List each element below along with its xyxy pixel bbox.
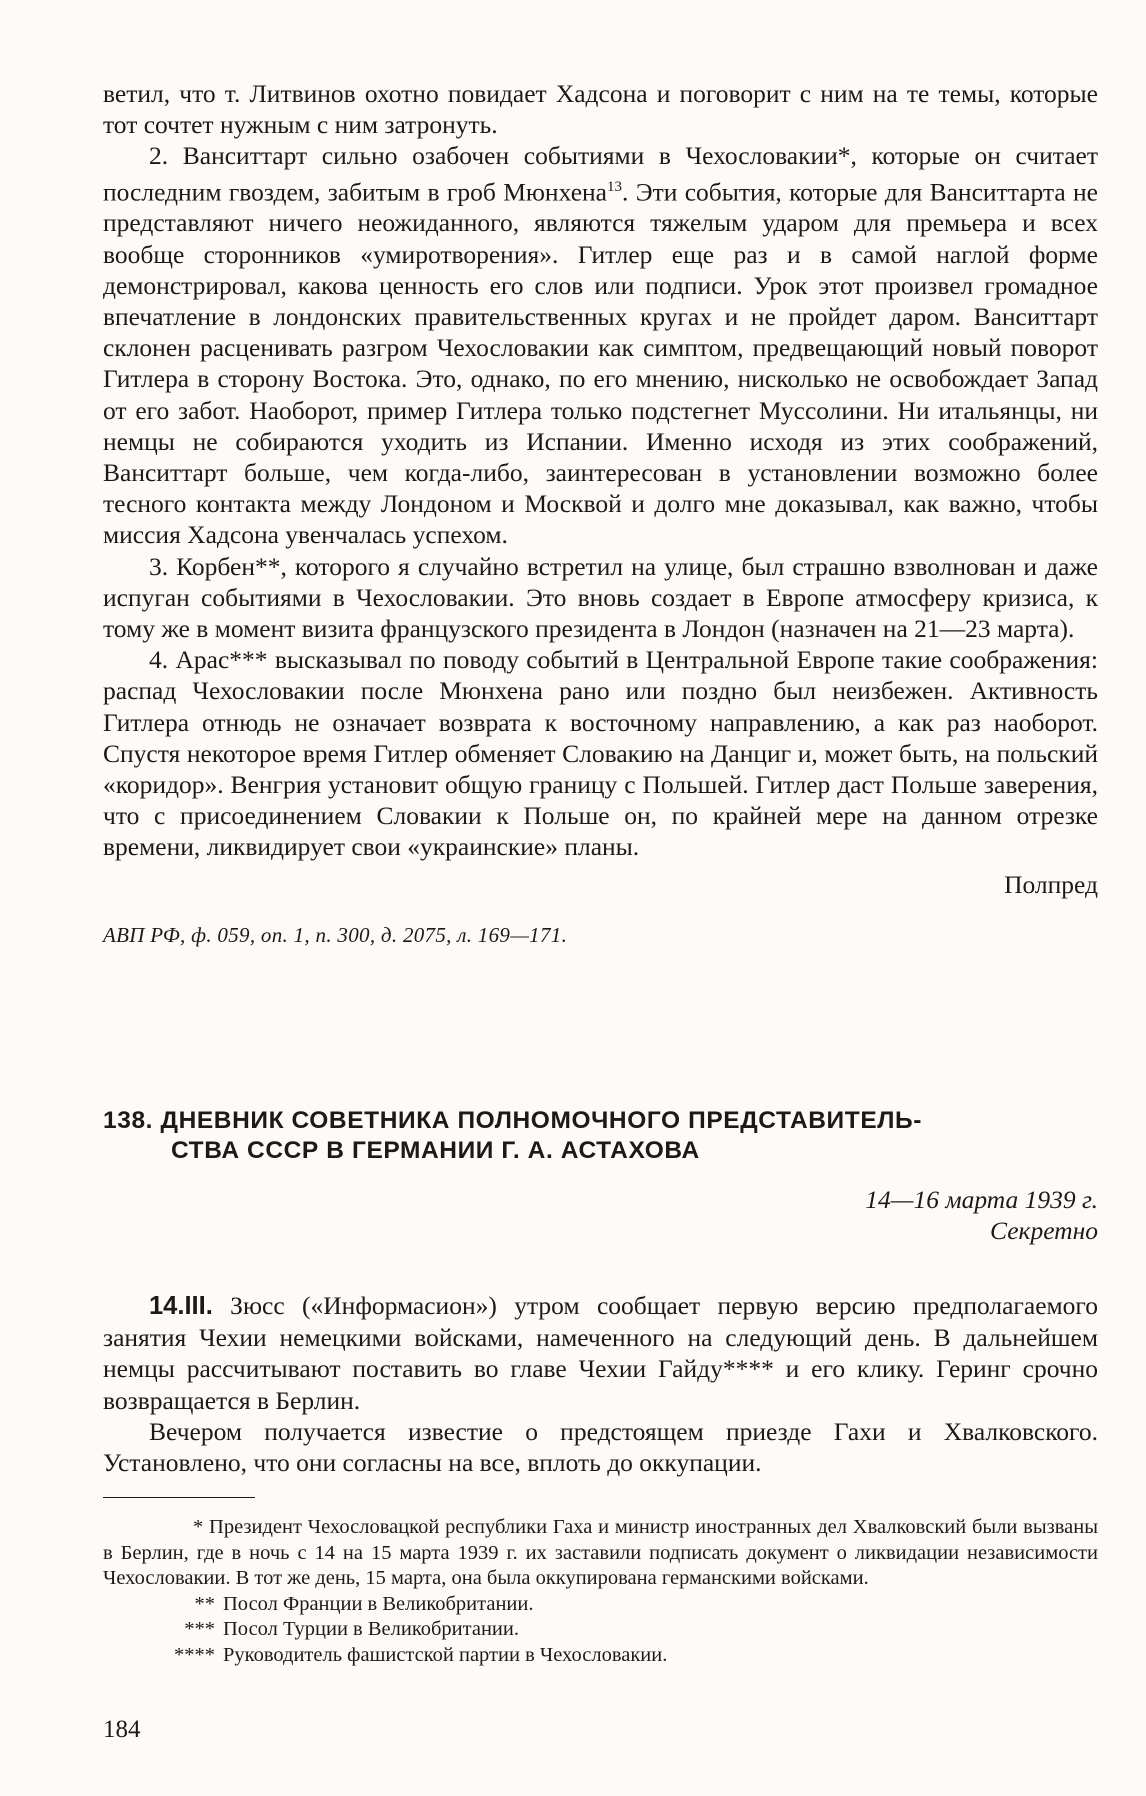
entry-text-1: Зюсс («Информасион») утром сообщает первую версию предполагаемого занятия Чехии немецкими войсками, намеченного на следующий день. В дальнейшем немцы рассчитывают поставить во главе Чехии Гайду**** и его клику. Геринг срочно возвращается в Берлин. [103, 1291, 1098, 1415]
diary-entry [103, 1290, 1098, 1478]
archive-reference: АВП РФ, ф. 059, оп. 1, п. 300, д. 2075, л. 169—171. [103, 922, 568, 947]
footnote-text: Посол Турции в Великобритании. [223, 1618, 519, 1641]
title-line-2: СТВА СССР В ГЕРМАНИИ Г. А. АСТАХОВА [171, 1137, 700, 1164]
footnote-text: Посол Франции в Великобритании. [223, 1592, 534, 1615]
footnotes [103, 1515, 1098, 1669]
entry-date: 14.III. [149, 1292, 213, 1320]
document-date: 14—16 марта 1939 г. [865, 1185, 1098, 1214]
body-text [103, 78, 1098, 951]
footnote-2 [103, 1592, 1098, 1618]
paragraph-1: ветил, что т. Литвинов охотно повидает Хадсона и поговорит с ним на те темы, которые тот сочтет нужным с ним затронуть. [103, 79, 1098, 140]
paragraph-3: 3. Корбен**, которого я случайно встретил на улице, был страшно взволнован и даже испуган событиями в Чехословакии. Это вновь создает в Европе атмосферу кризиса, к тому же в момент визита французского президента в Лондон (назначен на 21—23 марта). [103, 551, 1098, 643]
footnote-1 [103, 1515, 1098, 1592]
footnote-4 [103, 1643, 1098, 1669]
document-title [103, 1106, 1098, 1166]
signature: Полпред [1004, 869, 1098, 899]
entry-paragraph-1 [103, 1290, 1098, 1416]
page-number: 184 [103, 1716, 141, 1743]
dateline [865, 1184, 1098, 1246]
footnote-mark: *** [184, 1618, 215, 1641]
footnote-text: Руководитель фашистской партии в Чехословакии. [223, 1643, 668, 1666]
paragraph-2-text: 2. Ванситтарт сильно озабочен событиями в Чехословакии*, которые он считает последним гвоздем, забитым в гроб Мюнхена [103, 141, 1098, 207]
footnote-divider [103, 1497, 255, 1498]
document-number: 138. [103, 1107, 154, 1134]
title-line-1: ДНЕВНИК СОВЕТНИКА ПОЛНОМОЧНОГО ПРЕДСТАВИТЕЛЬ- [160, 1107, 923, 1134]
paragraph-4: 4. Арас*** высказывал по поводу событий в Центральной Европе такие соображения: распад Чехословакии после Мюнхена рано или поздно был неизбежен. Активность Гитлера отнюдь не означает возврата к восточному направлению, а как раз наоборот. Спустя некоторое время Гитлер обменяет Словакию на Данциг и, может быть, на польский «коридор». Венгрия установит общую границу с Польшей. Гитлер даст Польше заверения, что с присоединением Словакии к Польше он, по крайней мере на данном отрезке времени, ликвидирует свои «украинские» планы. [103, 645, 1098, 862]
paragraph-2-text-cont: . Эти события, которые для Ванситтарта не представляют ничего неожиданного, являются тяжелым ударом для премьера и всех вообще сторонников «умиротворения». Гитлер еще раз и в самой наглой форме демонстрировал, какова ценность его слов или подписи. Урок этот произвел громадное впечатление в лондонских правительственных кругах и не пройдет даром. Ванситтарт склонен расценивать разгром Чехословакии как симптом, предвещающий новый поворот Гитлера в сторону Востока. Это, однако, по его мнению, нисколько не освобождает Запад от его забот. Наоборот, пример Гитлера только подстегнет Муссолини. Ни итальянцы, ни немцы не собираются уходить из Испании. Именно исходя из этих соображений, Ванситтарт больше, чем когда-либо, заинтересован в установлении возможно более тесного контакта между Лондоном и Москвой и долго мне доказывал, как важно, чтобы миссия Хадсона увенчалась успехом. [103, 177, 1098, 550]
footnote-ref-13: 13 [606, 178, 622, 195]
footnote-mark: * [193, 1516, 204, 1538]
footnote-text: Президент Чехословацкой республики Гаха и министр иностранных дел Хвалковский были вызваны в Берлин, где в ночь с 14 на 15 марта 1939 г. их заставили подписать документ о ликвидации независимости Чехословакии. В тот же день, 15 марта, она была оккупирована германскими войсками. [103, 1516, 1098, 1590]
entry-paragraph-2: Вечером получается известие о предстоящем приезде Гахи и Хвалковского. Установлено, что они согласны на все, вплоть до оккупации. [103, 1416, 1098, 1478]
footnote-mark: **** [174, 1643, 215, 1666]
footnote-mark: ** [194, 1592, 215, 1615]
footnote-3 [103, 1617, 1098, 1643]
classification: Секретно [990, 1216, 1098, 1245]
paragraph-2 [103, 140, 1098, 550]
